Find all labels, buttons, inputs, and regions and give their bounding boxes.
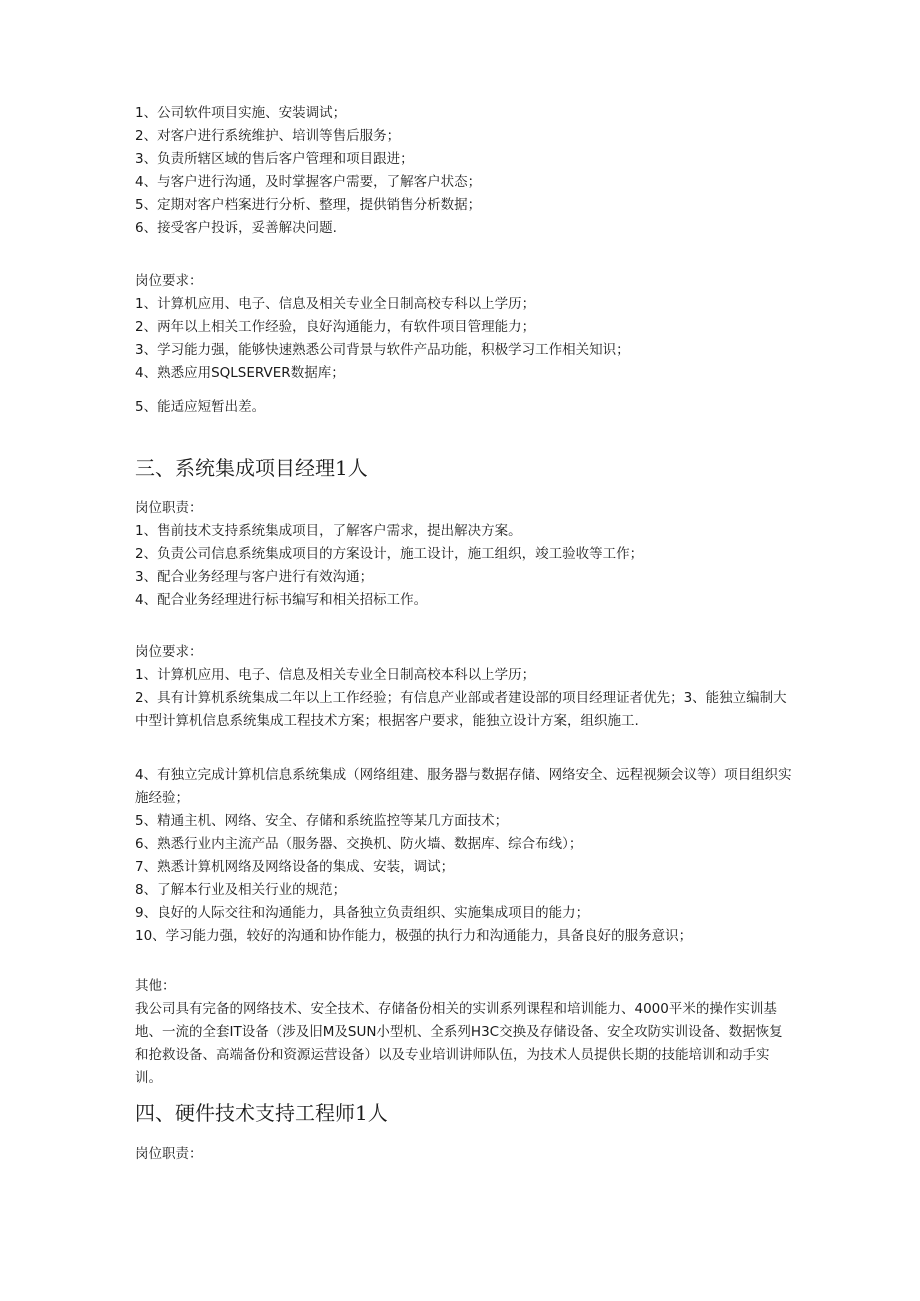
other-title: 其他： [135,978,176,994]
requirement-item: 9、良好的人际交往和沟通能力，具备独立负责组织、实施集成项目的能力； [135,905,590,921]
section3-heading: 三、系统集成项目经理1人 [135,456,368,480]
duty-item: 1、公司软件项目实施、安装调试； [135,105,347,121]
duties-title: 岗位职责： [135,500,203,516]
section4-heading: 四、硬件技术支持工程师1人 [135,1101,388,1125]
duty-item: 2、负责公司信息系统集成项目的方案设计，施工设计，施工组织，竣工验收等工作； [135,546,644,562]
requirements-title: 岗位要求： [135,644,203,660]
requirement-item: 4、熟悉应用SQLSERVER数据库； [135,365,345,381]
requirements-title: 岗位要求： [135,273,203,289]
requirement-item: 6、熟悉行业内主流产品（服务器、交换机、防火墙、数据库、综合布线）； [135,836,583,852]
requirement-item: 2、具有计算机系统集成二年以上工作经验；有信息产业部或者建设部的项目经理证者优先；3、能独立编制大中型计算机信息系统集成工程技术方案；根据客户要求，能独立设计方案，组织施工. [135,690,787,729]
requirement-item: 2、两年以上相关工作经验，良好沟通能力，有软件项目管理能力； [135,319,536,335]
requirement-item: 5、能适应短暂出差。 [135,399,266,415]
other-text: 我公司具有完备的网络技术、安全技术、存储备份相关的实训系列课程和培训能力、4000平米的操作实训基地、一流的全套IT设备（涉及旧M及SUN小型机、全系列H3C交换及存储设备、安全攻防实训设备、数据恢复和抢救设备、高端备份和资源运营设备）以及专业培训讲师队伍，为技术人员提供长期的技能培训和动手实训。 [135,1001,783,1086]
duty-item: 3、配合业务经理与客户进行有效沟通； [135,569,374,585]
section3-other [135,975,795,1090]
requirement-item: 1、计算机应用、电子、信息及相关专业全日制高校专科以上学历； [135,296,536,312]
section3-requirements [135,641,795,733]
section2-duties [135,102,795,240]
requirement-item: 4、有独立完成计算机信息系统集成（网络组建、服务器与数据存储、网络安全、远程视频会议等）项目组织实施经验； [135,767,792,806]
duty-item: 6、接受客户投诉，妥善解决问题. [135,220,337,236]
section4-duties [135,1143,795,1166]
duty-item: 4、与客户进行沟通，及时掌握客户需要，了解客户状态； [135,174,482,190]
section3-requirements-cont [135,764,795,948]
section3-duties [135,497,795,612]
duty-item: 4、配合业务经理进行标书编写和相关招标工作。 [135,592,428,608]
section2-requirements [135,270,795,385]
duty-item: 3、负责所辖区域的售后客户管理和项目跟进； [135,151,414,167]
requirement-item: 7、熟悉计算机网络及网络设备的集成、安装，调试； [135,859,455,875]
duty-item: 1、售前技术支持系统集成项目，了解客户需求，提出解决方案。 [135,523,522,539]
requirement-item: 5、精通主机、网络、安全、存储和系统监控等某几方面技术； [135,813,509,829]
duty-item: 2、对客户进行系统维护、培训等售后服务； [135,128,401,144]
duties-title: 岗位职责： [135,1146,203,1162]
duty-item: 5、定期对客户档案进行分析、整理，提供销售分析数据； [135,197,482,213]
requirement-item: 10、学习能力强，较好的沟通和协作能力，极强的执行力和沟通能力，具备良好的服务意识； [135,928,693,944]
requirement-item: 3、学习能力强，能够快速熟悉公司背景与软件产品功能，积极学习工作相关知识； [135,342,630,358]
requirement-item: 1、计算机应用、电子、信息及相关专业全日制高校本科以上学历； [135,667,536,683]
requirement-item: 8、了解本行业及相关行业的规范； [135,882,347,898]
section2-requirements-last [135,396,795,419]
